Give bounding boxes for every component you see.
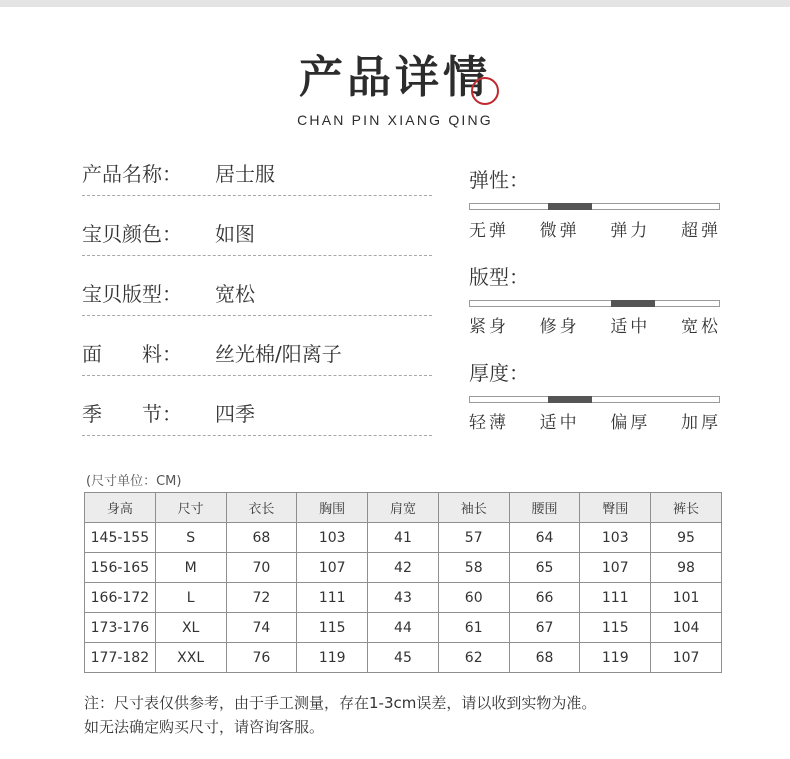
thickness-title: 厚度： [469, 361, 529, 385]
top-divider-bar [0, 0, 790, 7]
header-cell: 衣长 [226, 493, 297, 523]
info-value: 丝光棉/阳离子 [215, 342, 342, 366]
info-label: 产品名称： [82, 162, 182, 186]
table-cell: 61 [438, 613, 509, 643]
thickness-options [469, 408, 721, 433]
thickness-bar [469, 396, 720, 403]
header-cell: 肩宽 [368, 493, 439, 523]
table-cell: 42 [368, 553, 439, 583]
table-cell: 119 [297, 643, 368, 673]
table-cell: 177-182 [85, 643, 156, 673]
table-cell: L [155, 583, 226, 613]
fit-indicator [611, 300, 655, 307]
info-value: 如图 [215, 222, 255, 246]
info-value: 居士服 [215, 162, 275, 186]
table-row [85, 523, 722, 553]
table-cell: 119 [580, 643, 651, 673]
table-cell: 111 [297, 583, 368, 613]
fit-options [469, 312, 721, 337]
elasticity-options [469, 216, 721, 241]
table-cell: 57 [438, 523, 509, 553]
page-title: 产品详情 [299, 52, 491, 103]
table-cell: 65 [509, 553, 580, 583]
elasticity-indicator [548, 203, 592, 210]
table-row [85, 583, 722, 613]
fit-bar [469, 300, 720, 307]
scale-option: 超弹 [680, 221, 721, 241]
table-cell: 107 [651, 643, 722, 673]
fit-title: 版型： [469, 265, 529, 289]
scale-option: 加厚 [680, 413, 721, 433]
table-cell: 43 [368, 583, 439, 613]
scale-option: 适中 [610, 317, 651, 337]
note-line-2: 如无法确定购买尺寸，请咨询客服。 [84, 718, 325, 736]
table-cell: 98 [651, 553, 722, 583]
table-cell: 103 [297, 523, 368, 553]
table-cell: 41 [368, 523, 439, 553]
table-row [85, 643, 722, 673]
table-cell: M [155, 553, 226, 583]
table-cell: 70 [226, 553, 297, 583]
info-label: 季 节： [82, 402, 182, 426]
table-cell: 107 [580, 553, 651, 583]
table-cell: XXL [155, 643, 226, 673]
scale-option: 紧身 [469, 317, 509, 337]
table-cell: 74 [226, 613, 297, 643]
info-label: 面 料： [82, 342, 182, 366]
info-label: 宝贝颜色： [82, 222, 182, 246]
note-line-1: 注：尺寸表仅供参考，由于手工测量，存在1-3cm误差，请以收到实物为准。 [84, 694, 597, 712]
info-row-fit [82, 275, 432, 316]
table-cell: XL [155, 613, 226, 643]
table-row [85, 613, 722, 643]
header-cell: 胸围 [297, 493, 368, 523]
table-cell: 101 [651, 583, 722, 613]
table-cell: 173-176 [85, 613, 156, 643]
table-cell: 166-172 [85, 583, 156, 613]
size-table [84, 492, 722, 673]
table-cell: 66 [509, 583, 580, 613]
thickness-indicator [548, 396, 592, 403]
header-cell: 裤长 [651, 493, 722, 523]
info-row-name [82, 155, 432, 196]
info-value: 宽松 [215, 282, 255, 306]
title-decoration-circle [471, 77, 499, 105]
scale-option: 微弹 [539, 221, 580, 241]
header-cell: 腰围 [509, 493, 580, 523]
table-cell: 115 [297, 613, 368, 643]
table-cell: S [155, 523, 226, 553]
table-cell: 115 [580, 613, 651, 643]
table-cell: 60 [438, 583, 509, 613]
table-cell: 72 [226, 583, 297, 613]
table-cell: 95 [651, 523, 722, 553]
scale-option: 宽松 [680, 317, 721, 337]
table-cell: 64 [509, 523, 580, 553]
table-cell: 76 [226, 643, 297, 673]
unit-note: (尺寸单位：CM) [86, 474, 182, 489]
table-cell: 45 [368, 643, 439, 673]
info-row-season [82, 395, 432, 436]
scale-option: 弹力 [610, 221, 651, 241]
table-cell: 68 [509, 643, 580, 673]
scale-option: 无弹 [469, 221, 509, 241]
scale-option: 适中 [539, 413, 580, 433]
header-cell: 尺寸 [155, 493, 226, 523]
elasticity-title: 弹性： [469, 168, 529, 192]
table-cell: 145-155 [85, 523, 156, 553]
header-cell: 身高 [85, 493, 156, 523]
table-cell: 67 [509, 613, 580, 643]
info-value: 四季 [215, 402, 255, 426]
scale-option: 偏厚 [610, 413, 651, 433]
page-subtitle: CHAN PIN XIANG QING [297, 112, 493, 128]
table-cell: 58 [438, 553, 509, 583]
info-label: 宝贝版型： [82, 282, 182, 306]
info-row-color [82, 215, 432, 256]
table-header-row [85, 493, 722, 523]
scale-option: 修身 [539, 317, 580, 337]
header-cell: 臀围 [580, 493, 651, 523]
table-cell: 111 [580, 583, 651, 613]
table-row [85, 553, 722, 583]
table-cell: 62 [438, 643, 509, 673]
table-cell: 44 [368, 613, 439, 643]
table-cell: 104 [651, 613, 722, 643]
elasticity-bar [469, 203, 720, 210]
table-cell: 103 [580, 523, 651, 553]
table-cell: 68 [226, 523, 297, 553]
header-cell: 袖长 [438, 493, 509, 523]
scale-option: 轻薄 [469, 413, 509, 433]
info-row-fabric [82, 335, 432, 376]
table-cell: 107 [297, 553, 368, 583]
table-cell: 156-165 [85, 553, 156, 583]
